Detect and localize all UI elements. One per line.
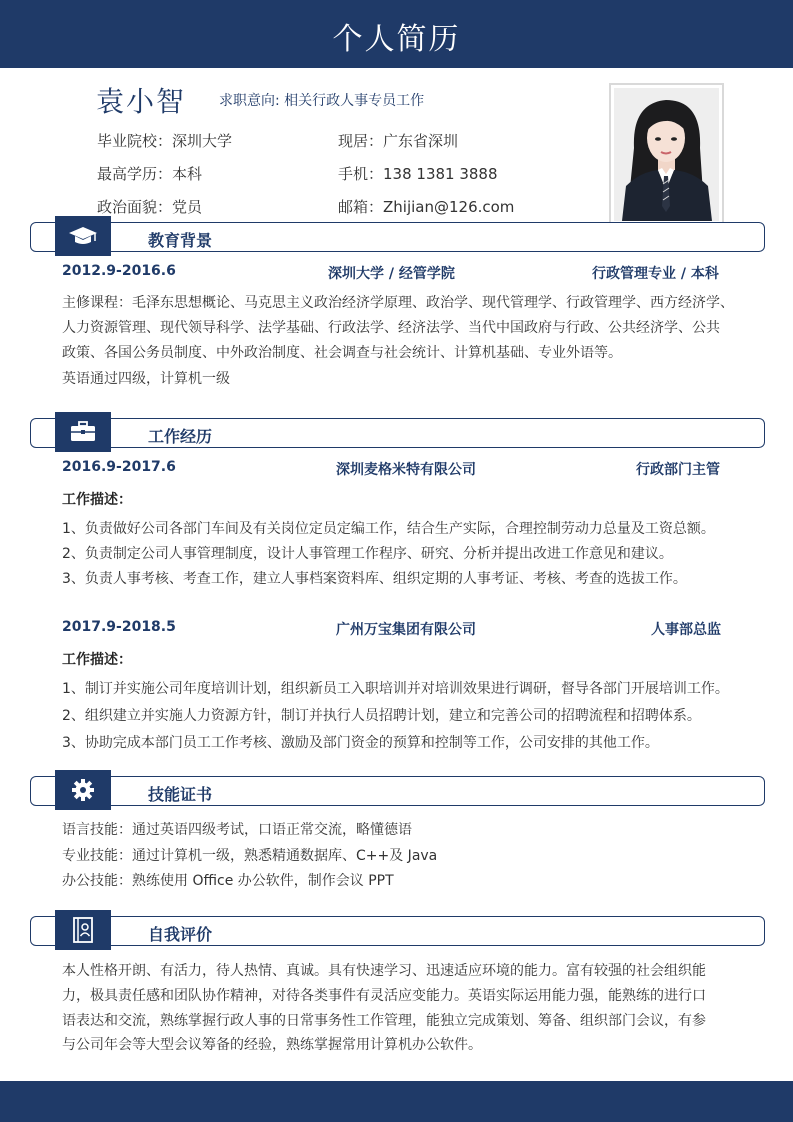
footer-bar — [0, 1081, 793, 1122]
phone-info: 手机：138 1381 3888 — [338, 165, 498, 183]
job-intent-label: 求职意向: — [219, 93, 280, 109]
job-desc-line: 1、负责做好公司各部门车间及有关岗位定员定编工作，结合生产实际，合理控制劳动力总量及工资总额。 — [62, 521, 715, 537]
job-period: 2016.9-2017.6 — [62, 459, 176, 475]
section-education-header — [30, 222, 765, 252]
section-skills-header — [30, 776, 765, 806]
degree-info: 最高学历：本科 — [97, 165, 203, 183]
education-line: 政策、各国公务员制度、中外政治制度、社会调查与社会统计、计算机基础、专业外语等。 — [62, 345, 622, 361]
job-desc-line: 1、制订并实施公司年度培训计划，组织新员工入职培训并对培训效果进行调研，督导各部门开展培训工作。 — [62, 681, 729, 697]
section-education-title: 教育背景 — [148, 231, 213, 250]
politics-info: 政治面貌：党员 — [97, 198, 203, 216]
education-line: 人力资源管理、现代领导科学、法学基础、行政法学、经济法学、当代中国政府与行政、公共经济学、公共 — [62, 320, 720, 336]
job-company: 广州万宝集团有限公司 — [336, 622, 476, 638]
section-work-title: 工作经历 — [148, 427, 213, 446]
job-desc-line: 3、协助完成本部门员工工作考核、激励及部门资金的预算和控制等工作，公司安排的其他工作。 — [62, 735, 659, 751]
candidate-name: 袁小智 — [96, 85, 187, 118]
skill-line: 专业技能：通过计算机一级，熟悉精通数据库、C++及 Java — [62, 848, 438, 864]
job-company: 深圳麦格米特有限公司 — [336, 462, 476, 478]
section-self-eval-title: 自我评价 — [148, 925, 213, 944]
graduation-cap-icon — [55, 216, 111, 256]
job-desc-label: 工作描述： — [62, 652, 132, 668]
job-desc-line: 3、负责人事考核、考查工作，建立人事档案资料库、组织定期的人事考证、考核、考查的选拔工作。 — [62, 571, 687, 587]
gear-icon — [55, 770, 111, 810]
job-desc-line: 2、组织建立并实施人力资源方针，制订并执行人员招聘计划，建立和完善公司的招聘流程和招聘体系。 — [62, 708, 701, 724]
education-school: 深圳大学 / 经管学院 — [328, 266, 455, 282]
school-info: 毕业院校：深圳大学 — [97, 132, 233, 150]
header-bar — [0, 0, 793, 68]
skill-line: 语言技能：通过英语四级考试，口语正常交流，略懂德语 — [62, 822, 412, 838]
section-skills-title: 技能证书 — [148, 785, 213, 804]
education-major: 行政管理专业 / 本科 — [592, 266, 719, 282]
job-intent-value: 相关行政人事专员工作 — [284, 93, 425, 109]
job-role: 人事部总监 — [651, 622, 721, 638]
self-eval-line: 与公司年会等大型会议筹备的经验，熟练掌握常用计算机办公软件。 — [62, 1037, 482, 1053]
self-eval-line: 力，极具责任感和团队协作精神，对待各类事件有灵活应变能力。英语实际运用能力强，能熟练的进行口 — [62, 988, 706, 1004]
profile-photo — [609, 83, 724, 226]
self-eval-line: 本人性格开朗、有活力，待人热情、真诚。具有快速学习、迅速适应环境的能力。富有较强的社会组织能 — [62, 963, 706, 979]
self-eval-line: 语表达和交流，熟练掌握行政人事的日常事务性工作管理，能独立完成策划、筹备、组织部门会议，有参 — [62, 1013, 706, 1029]
job-desc-line: 2、负责制定公司人事管理制度，设计人事管理工作程序、研究、分析并提出改进工作意见和建议。 — [62, 546, 673, 562]
page-title: 个人简历 — [332, 22, 461, 57]
job-period: 2017.9-2018.5 — [62, 619, 176, 635]
job-role: 行政部门主管 — [636, 462, 720, 478]
education-line: 主修课程：毛泽东思想概论、马克思主义政治经济学原理、政治学、现代管理学、行政管理学、西方经济学、 — [62, 295, 734, 311]
education-period: 2012.9-2016.6 — [62, 263, 176, 279]
briefcase-icon — [55, 412, 111, 452]
skill-line: 办公技能：熟练使用 Office 办公软件，制作会议 PPT — [62, 873, 394, 889]
job-intent — [219, 90, 424, 110]
profile-book-icon — [55, 910, 111, 950]
email-info: 邮箱：Zhijian@126.com — [338, 198, 515, 216]
section-work-header — [30, 418, 765, 448]
section-self-eval-header — [30, 916, 765, 946]
education-line: 英语通过四级，计算机一级 — [62, 371, 230, 387]
residence-info: 现居：广东省深圳 — [338, 132, 459, 150]
job-desc-label: 工作描述： — [62, 492, 132, 508]
